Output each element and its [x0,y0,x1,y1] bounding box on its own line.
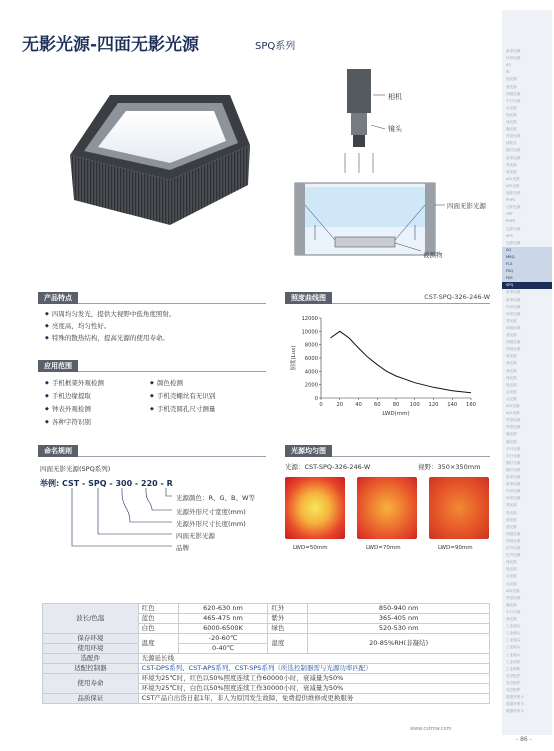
sidebar-index-item[interactable]: 数据采集卡 [506,695,524,700]
naming-label: 光源外形尺寸宽度(mm) [176,508,246,516]
sidebar-index-item[interactable]: AOI光源 [506,411,520,416]
sidebar-index-item[interactable]: FSQ [502,268,552,275]
application-item: ◆ 手机壳螺丝有无识别 [150,391,215,400]
sidebar-index-item[interactable]: 穹顶光源 [506,418,521,423]
sidebar-index-item[interactable]: 线光源 [506,560,517,565]
sidebar-index-item[interactable]: 背光源 [506,169,517,174]
sidebar-index-item[interactable]: 工业镜头 [506,638,521,643]
product-photo [60,85,260,225]
sidebar-index-item[interactable]: 背光源 [506,361,517,366]
y-tick-label: 12000 [301,316,318,322]
x-tick-label: 100 [409,402,420,408]
sidebar-index-item[interactable]: MRQ [502,254,552,261]
sidebar-index-item[interactable]: RI [506,70,510,75]
sidebar-index-item[interactable]: 环形光源 [506,304,521,309]
sidebar-index-item[interactable]: 环形光源 [506,311,521,316]
sidebar-index-item[interactable]: 点光源 [506,574,517,579]
sidebar-index-item[interactable]: 背光源 [506,162,517,167]
x-tick-label: 120 [428,402,439,408]
sidebar-index-item[interactable]: HPF [506,212,513,217]
sidebar-index-item[interactable]: 光学配件 [506,680,521,685]
sidebar-index-item[interactable]: AOI光源 [506,176,520,181]
uniform-caption: LWD=90mm [438,545,473,551]
application-header: 应用范围 [38,360,266,372]
uniform-source: 光源：CST-SPQ-326-246-W [285,463,371,471]
sidebar-index-item[interactable]: 碗光源 [506,432,517,437]
sidebar-index-item[interactable]: 无影光源 [506,240,521,245]
sidebar-index-item[interactable]: 条形光源 [506,49,521,53]
sidebar-index-item[interactable]: 环形光源 [506,496,521,501]
sidebar-index-item[interactable]: 平行光源 [506,446,521,451]
x-tick-label: 0 [319,402,323,408]
lens-label: 镜头 [388,125,402,133]
sidebar-index-item[interactable]: 同轴光源 [506,347,521,352]
naming-label: 光源外形尺寸长度(mm) [176,520,246,528]
sidebar-index-item[interactable]: RS [506,63,511,68]
sidebar-index-item[interactable]: FKS [502,275,552,282]
curve-header: 照度曲线图 CST-SPQ-326-246-W [285,292,490,304]
sidebar-index-item[interactable]: 线光源 [506,120,517,124]
y-axis-label: 照度(Lux) [291,345,297,371]
sidebar-index-item[interactable]: 工业镜头 [506,652,521,657]
y-tick-label: 0 [314,396,318,402]
sidebar-index-item[interactable]: 环形光源 [506,56,521,61]
sidebar-index-item[interactable]: 工业相机 [506,659,521,664]
sidebar-index-item[interactable]: 工业镜头 [506,645,521,650]
page-number: - 86 - [516,736,532,743]
page-subtitle: SPQ系列 [255,41,296,52]
naming-example: 举例: CST - SPQ - 300 - 220 - R [40,479,173,488]
sidebar-index-item[interactable]: 平行光源 [506,98,521,103]
sidebar-index-item[interactable]: 背光源 [506,368,517,373]
footer-url[interactable]: www.cstmw.com [410,726,452,732]
sidebar-index-item[interactable]: AOI光源 [506,404,520,408]
sidebar-index-item[interactable]: 同轴光源 [506,538,521,543]
sidebar-index-item[interactable]: 红外光源 [506,546,521,550]
x-tick-label: 60 [373,402,381,408]
sidebar-index-item[interactable]: 图灯光源 [506,467,521,472]
sidebar-index-item[interactable]: 图灯光源 [506,148,521,153]
sidebar-index-item[interactable]: 线光源 [506,382,517,387]
sidebar-index-item[interactable]: 背光源 [506,510,517,515]
sidebar-index-item[interactable]: 点光源 [506,389,517,394]
sidebar-index-item[interactable]: 平行光源 [506,453,521,458]
sidebar-index-item[interactable]: 穹顶光源 [506,425,521,430]
y-tick-label: 4000 [304,369,318,376]
sidebar-index-item[interactable]: 数据采集卡 [506,702,524,707]
features-header: 产品特点 [38,292,266,304]
x-tick-label: 20 [336,402,344,408]
light-label: 四面无影光源 [447,202,486,210]
sidebar-index-item[interactable]: 同轴光源 [506,91,521,96]
sidebar-index-item[interactable]: 面光源 [506,524,517,529]
sidebar-index-item[interactable]: 线光源 [506,375,517,380]
sidebar-index-item[interactable]: 光学配件 [506,673,521,678]
spec-table: 波长/色温 红色 620-630 nm 红外 850-940 nm 蓝色 465-475 nm 紫外 365-405 nm 白色 6000-6500K 绿色 520-530 nm 保存环境 温度 -20-60℃ 湿度 20-85%RH(非凝结) 使用环境 0-40℃ 选配件 光源延长线 适配控制器 CST-DPS系列、CST-APS系列、CST-SPS系列（所选控制器需与光源功率匹配） 使用寿命 环境为25℃时，红色以50%照度连续工作60000小时，衰减量为50% 环境为25℃时，白色以50%照度连续工作30000小时，衰减量为50% 品质保证 CST产品自出货日起1年，非人为原因发生故障，免费提供维修或更换服务 [42,603,490,704]
sidebar-index-item[interactable]: 工业镜头 [506,631,521,636]
sidebar-index-item[interactable]: 线光源 [506,567,517,572]
uniform-caption: LWD=70mm [366,545,401,551]
sidebar-index-item[interactable]: SPQ [502,282,552,289]
sidebar-index-item[interactable]: 穹顶光源 [506,595,521,600]
naming-header: 命名规则 [38,445,266,457]
application-item: ◆ 颜色检测 [150,378,183,387]
naming-tree [60,488,190,558]
feature-item: ◆ 特殊的散热结构，提高光源的使用寿命。 [45,333,169,342]
sidebar-index-item[interactable]: 背光源 [506,84,517,89]
sidebar-index-item[interactable]: 工业相机 [506,666,521,671]
naming-label: 品牌 [176,544,189,552]
sidebar-index-item[interactable]: 同轴光源 [506,340,521,345]
uniform-caption: LWD=50mm [293,545,328,551]
sidebar-index-item[interactable]: 面光源 [506,77,517,82]
sidebar-index-item[interactable]: 红外光源 [506,553,521,558]
sidebar-index-item[interactable]: 条形光源 [506,155,521,160]
camera-label: 相机 [388,93,402,101]
y-tick-label: 10000 [301,329,318,336]
sidebar-index-item[interactable]: 穹顶光源 [506,134,521,139]
uniform-header: 光源均匀图 [285,445,490,457]
sidebar-index-item[interactable]: AOI光源 [506,183,520,188]
sidebar-index-item[interactable]: 同轴光源 [506,531,521,536]
application-item: ◆ 各种字符识别 [45,417,91,426]
sidebar-index-item[interactable]: 迷你光源 [506,191,521,195]
feature-item: ◆ 四周均匀发光，提供大视野中低角度照射。 [45,309,175,318]
sidebar-index-item[interactable]: 碗光源 [506,602,517,607]
x-axis-label: LWD(mm) [382,411,410,417]
x-tick-label: 40 [355,402,362,408]
sidebar-index-item[interactable]: AOI光源 [506,588,520,593]
y-tick-label: 6000 [304,356,318,362]
sidebar-index-item[interactable]: 无影光源 [506,226,521,231]
sidebar-index-item[interactable]: FLS [502,261,552,268]
sidebar-index-item[interactable]: 条形光源 [506,297,521,302]
sidebar-index-item[interactable]: 线光源 [506,112,517,117]
naming-label: 光源颜色：R、G、B、W等 [176,494,255,502]
uniform-view: 视野：350×350mm [418,463,481,471]
sidebar-index-item[interactable]: 点光源 [506,581,517,586]
sidebar-index-item[interactable]: 光学配件 [506,688,521,692]
sidebar-index-item[interactable]: SPS [506,233,513,238]
sidebar-index-item[interactable]: 环形光源 [506,489,521,494]
sidebar-index-item[interactable]: 条形光源 [506,475,521,479]
sidebar-index-item[interactable]: 背光源 [506,333,517,337]
application-item: ◆ 手机壳圆孔尺寸测量 [150,404,215,413]
y-tick-label: 8000 [304,342,318,349]
x-tick-label: 160 [466,402,476,408]
sidebar-index-item[interactable]: 同轴光源 [506,325,521,330]
x-tick-label: 80 [392,402,400,408]
object-label: 被测物 [423,251,443,259]
sidebar-index-item[interactable]: 碗光源 [506,439,517,444]
sidebar-index-item[interactable]: 条形光源 [506,482,521,487]
sidebar-index-item[interactable]: 面光源 [506,517,517,522]
sidebar-index-item[interactable]: 平行光源 [506,609,521,614]
uniformity-maps [285,477,490,542]
sidebar-index-item[interactable]: 点光源 [506,105,517,110]
sidebar-index-item[interactable]: SQ [502,247,552,254]
sidebar-index-item[interactable]: 点光源 [506,396,517,401]
x-tick-label: 140 [447,402,458,408]
naming-label: 四面无影光源 [176,532,215,540]
y-tick-label: 2000 [304,382,318,389]
illuminance-chart [285,312,490,427]
naming-subtitle: 四面无影光源(SPQ系列) [40,465,111,473]
sidebar-index-item[interactable]: PHPS [506,198,516,203]
illuminance-curve [330,331,471,392]
sidebar-index-item[interactable]: 无影光源 [506,205,521,210]
sidebar-index-item[interactable]: 碗光源 [506,127,517,132]
sidebar-index-item[interactable]: 条形光源 [506,290,521,295]
sidebar-index-item[interactable]: 图灯光源 [506,460,521,465]
feature-item: ◆ 亮度高，均匀性好。 [45,321,110,330]
sidebar-index-item[interactable]: 工业镜头 [506,624,521,629]
application-item: ◆ 手机边缘提取 [45,391,91,400]
sidebar-index-item[interactable]: 背光源 [506,503,517,508]
sidebar-index-item[interactable]: PHPS [506,219,516,224]
page-title: 无影光源-四面无影光源 [22,35,200,55]
sidebar-index-item[interactable]: 背光源 [506,318,517,323]
sidebar-index-item[interactable]: 背光源 [506,617,517,621]
sidebar-index-item[interactable]: 数据采集卡 [506,709,524,714]
application-item: ◆ 钟表外观检测 [45,404,91,413]
application-item: ◆ 手机框架外观检测 [45,378,104,387]
sidebar-index-item[interactable]: 球积分 [506,141,517,146]
sidebar-index-item[interactable]: 背光源 [506,354,517,359]
